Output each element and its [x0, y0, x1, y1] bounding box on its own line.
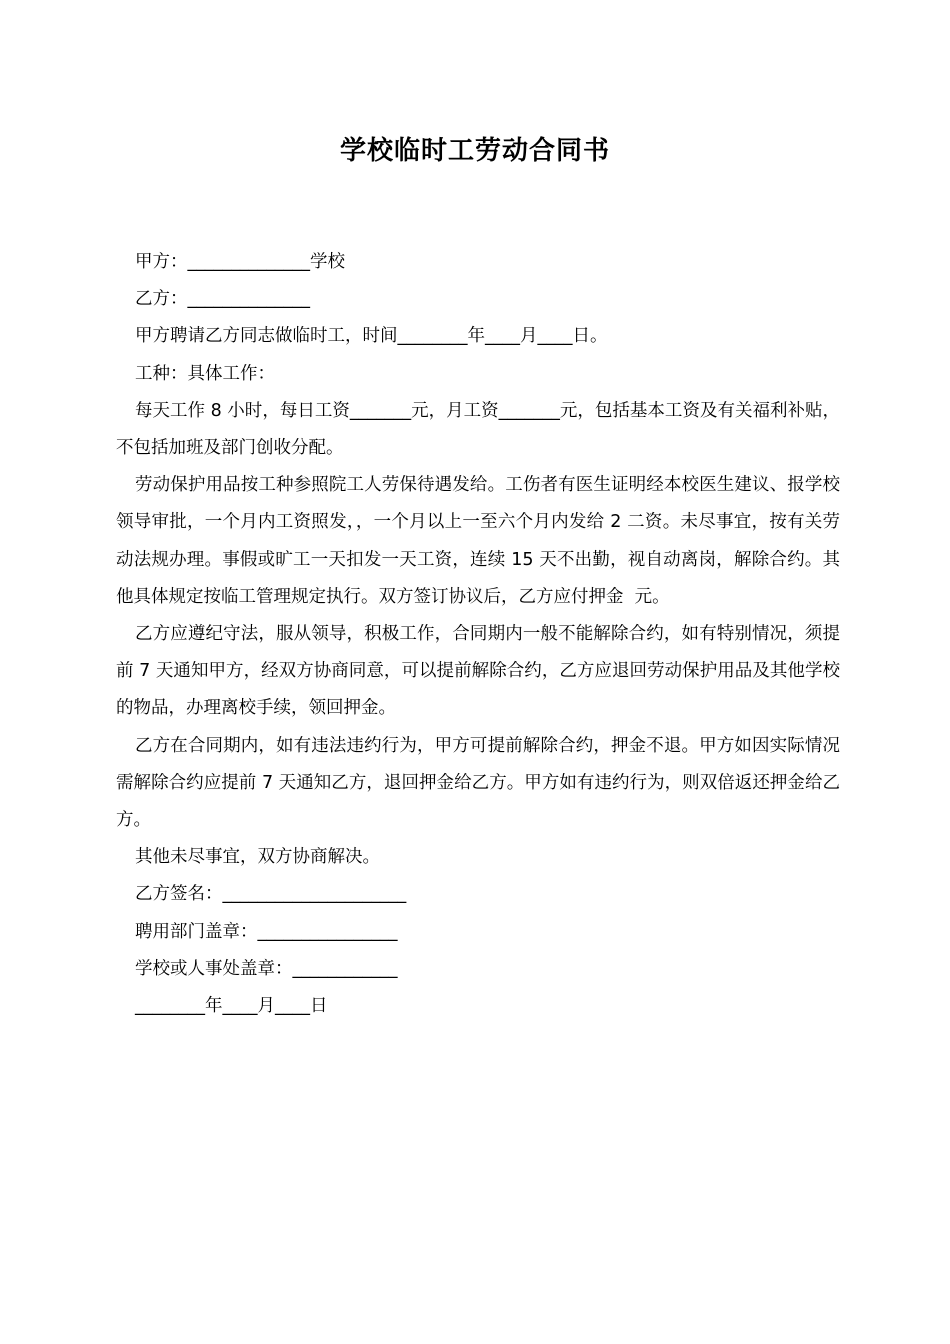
department-seal-line: 聘用部门盖章：________________: [135, 921, 398, 942]
breach-paragraph: 乙方在合同期内，如有违法违约行为，甲方可提前解除合约，押金不退。甲方如因实际情况需解除合约应提前 7 天通知乙方，退回押金给乙方。甲方如有违约行为，则双倍返还押金给乙方。: [116, 735, 840, 831]
employment-period-line: 甲方聘请乙方同志做临时工，时间________年____月____日。: [135, 326, 608, 347]
wage-paragraph: 每天工作 8 小时，每日工资_______元，月工资_______元，包括基本工资及有关福利补贴，不包括加班及部门创收分配。: [116, 400, 840, 459]
document-body: [116, 244, 840, 1025]
job-type-line: 工种：具体工作：: [135, 363, 275, 384]
party-a-line: 甲方：______________学校: [135, 252, 345, 272]
party-b-signature-line: 乙方签名：_____________________: [135, 884, 407, 905]
school-seal-line: 学校或人事处盖章：____________: [135, 958, 398, 979]
party-b-obligations-paragraph: 乙方应遵纪守法，服从领导，积极工作，合同期内一般不能解除合约，如有特别情况，须提前 7 天通知甲方，经双方协商同意，可以提前解除合约，乙方应退回劳动保护用品及其他学校的物品，办理离校手续，领回押金。: [116, 624, 840, 719]
document-title: 学校临时工劳动合同书: [339, 136, 610, 166]
other-matters-line: 其他未尽事宜，双方协商解决。: [135, 847, 380, 868]
date-line: ________年____月____日: [135, 996, 328, 1017]
labor-protection-paragraph: 劳动保护用品按工种参照院工人劳保待遇发给。工伤者有医生证明经本校医生建议、报学校领导审批，一个月内工资照发，，一个月以上一至六个月内发给 2 二资。未尽事宜，按有关劳动法规办理。事假或旷工一天扣发一天工资，连续 15 天不出勤，视自动离岗，解除合约。其他具体规定按临工管理规定执行。双方签订协议后，乙方应付押金 元。: [116, 475, 840, 607]
party-b-line: 乙方：______________: [135, 289, 310, 310]
